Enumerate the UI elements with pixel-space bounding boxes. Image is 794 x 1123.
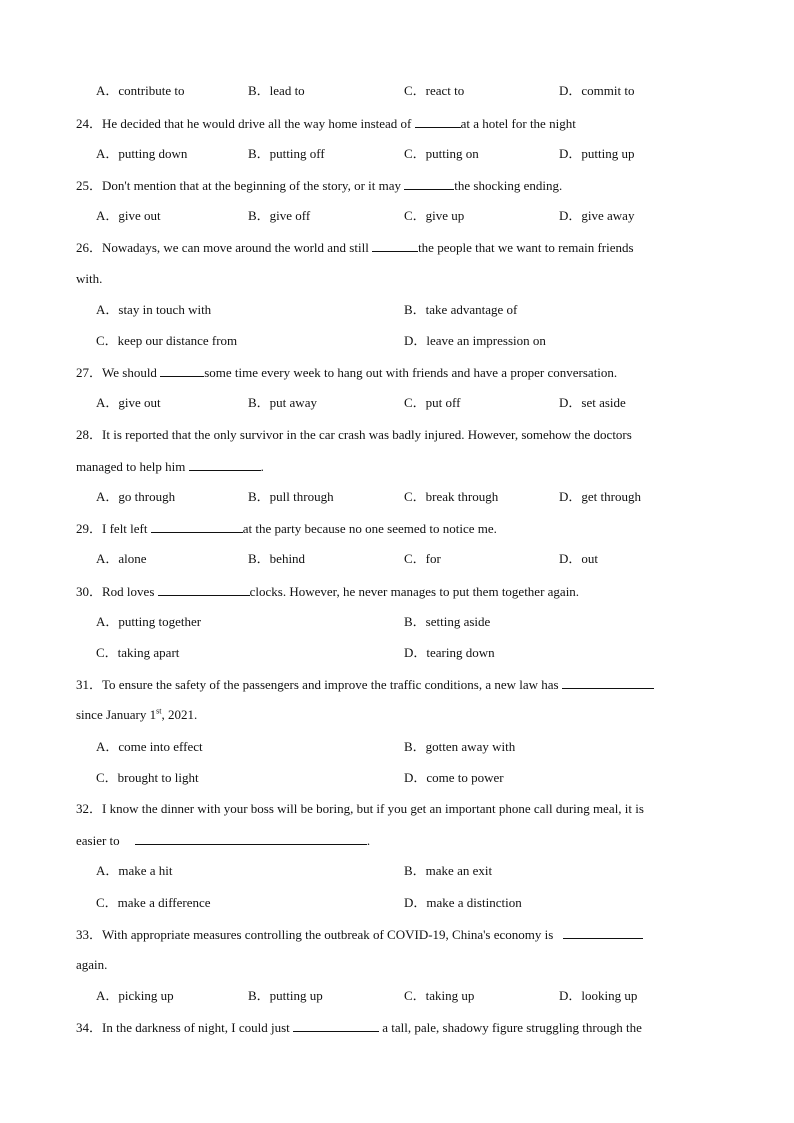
- question-number: 31．: [76, 677, 103, 692]
- option-c[interactable]: C．make a difference: [96, 895, 211, 910]
- option-a[interactable]: A．stay in touch with: [96, 302, 212, 317]
- question-continuation: [76, 707, 197, 723]
- option-c[interactable]: C．put off: [404, 395, 461, 410]
- question-text: I know the dinner with your boss will be boring, but if you get an important phone call during meal, it is: [102, 801, 644, 816]
- question-text: Nowadays, we can move around the world and still: [102, 240, 373, 255]
- question-number: 28．: [76, 427, 103, 442]
- option-c[interactable]: C．react to: [404, 83, 465, 98]
- option-b[interactable]: B．lead to: [248, 83, 305, 98]
- option-d[interactable]: D．commit to: [559, 83, 635, 98]
- option-b[interactable]: B．give off: [248, 208, 311, 223]
- option-d[interactable]: D．get through: [559, 489, 641, 504]
- option-b[interactable]: B．pull through: [248, 489, 334, 504]
- option-b[interactable]: B．putting up: [248, 988, 323, 1003]
- question-28: [76, 427, 632, 443]
- option-a[interactable]: A．give out: [96, 395, 161, 410]
- question-number: 29．: [76, 521, 103, 536]
- question-30: [76, 583, 579, 600]
- question-text: a tall, pale, shadowy figure struggling through the: [379, 1020, 642, 1035]
- option-c[interactable]: C．brought to light: [96, 770, 199, 785]
- option-b[interactable]: B．make an exit: [404, 863, 493, 878]
- option-b[interactable]: B．take advantage of: [404, 302, 518, 317]
- option-d[interactable]: D．leave an impression on: [404, 333, 546, 348]
- question-number: 32．: [76, 801, 103, 816]
- question-text: I felt left: [102, 521, 151, 536]
- option-a[interactable]: A．make a hit: [96, 863, 173, 878]
- question-text: at the party because no one seemed to notice me.: [242, 521, 497, 536]
- option-b[interactable]: B．gotten away with: [404, 739, 516, 754]
- answer-blank[interactable]: [404, 177, 454, 190]
- question-26: [76, 239, 634, 256]
- answer-blank[interactable]: [189, 458, 261, 471]
- option-c[interactable]: C．break through: [404, 489, 499, 504]
- question-continuation: with.: [76, 271, 103, 286]
- option-a[interactable]: A．picking up: [96, 988, 174, 1003]
- option-a[interactable]: A．come into effect: [96, 739, 203, 754]
- question-text: clocks. However, he never manages to put them together again.: [249, 584, 580, 599]
- question-25: [76, 177, 562, 194]
- answer-blank[interactable]: [293, 1019, 379, 1032]
- answer-blank[interactable]: [135, 832, 367, 845]
- option-a[interactable]: A．putting together: [96, 614, 202, 629]
- option-a[interactable]: A．go through: [96, 489, 176, 504]
- question-number: 24．: [76, 116, 103, 131]
- question-text: the shocking ending.: [454, 178, 563, 193]
- option-c[interactable]: C．taking up: [404, 988, 475, 1003]
- option-d[interactable]: D．tearing down: [404, 645, 495, 660]
- option-d[interactable]: D．out: [559, 551, 599, 566]
- option-b[interactable]: B．put away: [248, 395, 317, 410]
- answer-blank[interactable]: [160, 364, 204, 377]
- question-number: 34．: [76, 1020, 103, 1035]
- question-text: Rod loves: [102, 584, 158, 599]
- option-b[interactable]: B．behind: [248, 551, 306, 566]
- option-b[interactable]: B．setting aside: [404, 614, 491, 629]
- question-text: , 2021.: [161, 707, 198, 722]
- question-text: Don't mention that at the beginning of the story, or it may: [102, 178, 405, 193]
- question-number: 27．: [76, 365, 103, 380]
- option-a[interactable]: A．alone: [96, 551, 147, 566]
- question-29: [76, 520, 497, 537]
- option-d[interactable]: D．looking up: [559, 988, 638, 1003]
- option-d[interactable]: D．give away: [559, 208, 635, 223]
- answer-blank[interactable]: [562, 676, 654, 689]
- question-33: [76, 926, 643, 943]
- answer-blank[interactable]: [415, 115, 461, 128]
- question-31: [76, 676, 654, 693]
- option-d[interactable]: D．set aside: [559, 395, 626, 410]
- answer-blank[interactable]: [151, 520, 243, 533]
- option-c[interactable]: C．taking apart: [96, 645, 180, 660]
- question-text: He decided that he would drive all the way home instead of: [102, 116, 415, 131]
- option-a[interactable]: A．putting down: [96, 146, 188, 161]
- option-c[interactable]: C．putting on: [404, 146, 479, 161]
- option-a[interactable]: A．contribute to: [96, 83, 185, 98]
- answer-blank[interactable]: [372, 239, 418, 252]
- question-text: .: [260, 459, 264, 474]
- answer-blank[interactable]: [158, 583, 250, 596]
- option-c[interactable]: C．for: [404, 551, 441, 566]
- ordinal-suffix: st: [156, 706, 162, 716]
- answer-blank[interactable]: [563, 926, 643, 939]
- question-text: since January 1: [76, 707, 157, 722]
- question-text: In the darkness of night, I could just: [102, 1020, 294, 1035]
- option-c[interactable]: C．keep our distance from: [96, 333, 238, 348]
- question-text: With appropriate measures controlling the outbreak of COVID-19, China's economy is: [102, 927, 557, 942]
- question-continuation: again.: [76, 957, 108, 972]
- option-b[interactable]: B．putting off: [248, 146, 325, 161]
- question-text: easier to: [76, 833, 123, 848]
- option-a[interactable]: A．give out: [96, 208, 161, 223]
- question-32: [76, 801, 644, 817]
- question-text: some time every week to hang out with friends and have a proper conversation.: [204, 365, 618, 380]
- question-number: 33．: [76, 927, 103, 942]
- question-text: It is reported that the only survivor in the car crash was badly injured. However, somehow the doctors: [102, 427, 632, 442]
- question-text: To ensure the safety of the passengers and improve the traffic conditions, a new law has: [102, 677, 562, 692]
- question-27: [76, 364, 617, 381]
- question-text: managed to help him: [76, 459, 189, 474]
- question-continuation: [76, 458, 264, 475]
- option-d[interactable]: D．putting up: [559, 146, 635, 161]
- question-text: at a hotel for the night: [460, 116, 576, 131]
- question-34: [76, 1019, 642, 1036]
- option-d[interactable]: D．come to power: [404, 770, 504, 785]
- question-number: 26．: [76, 240, 103, 255]
- option-c[interactable]: C．give up: [404, 208, 465, 223]
- question-text: We should: [102, 365, 161, 380]
- question-text: .: [366, 833, 371, 848]
- question-continuation: [76, 832, 370, 849]
- question-number: 30．: [76, 584, 103, 599]
- question-text: the people that we want to remain friends: [418, 240, 634, 255]
- option-d[interactable]: D．make a distinction: [404, 895, 522, 910]
- question-number: 25．: [76, 178, 103, 193]
- question-24: [76, 115, 576, 132]
